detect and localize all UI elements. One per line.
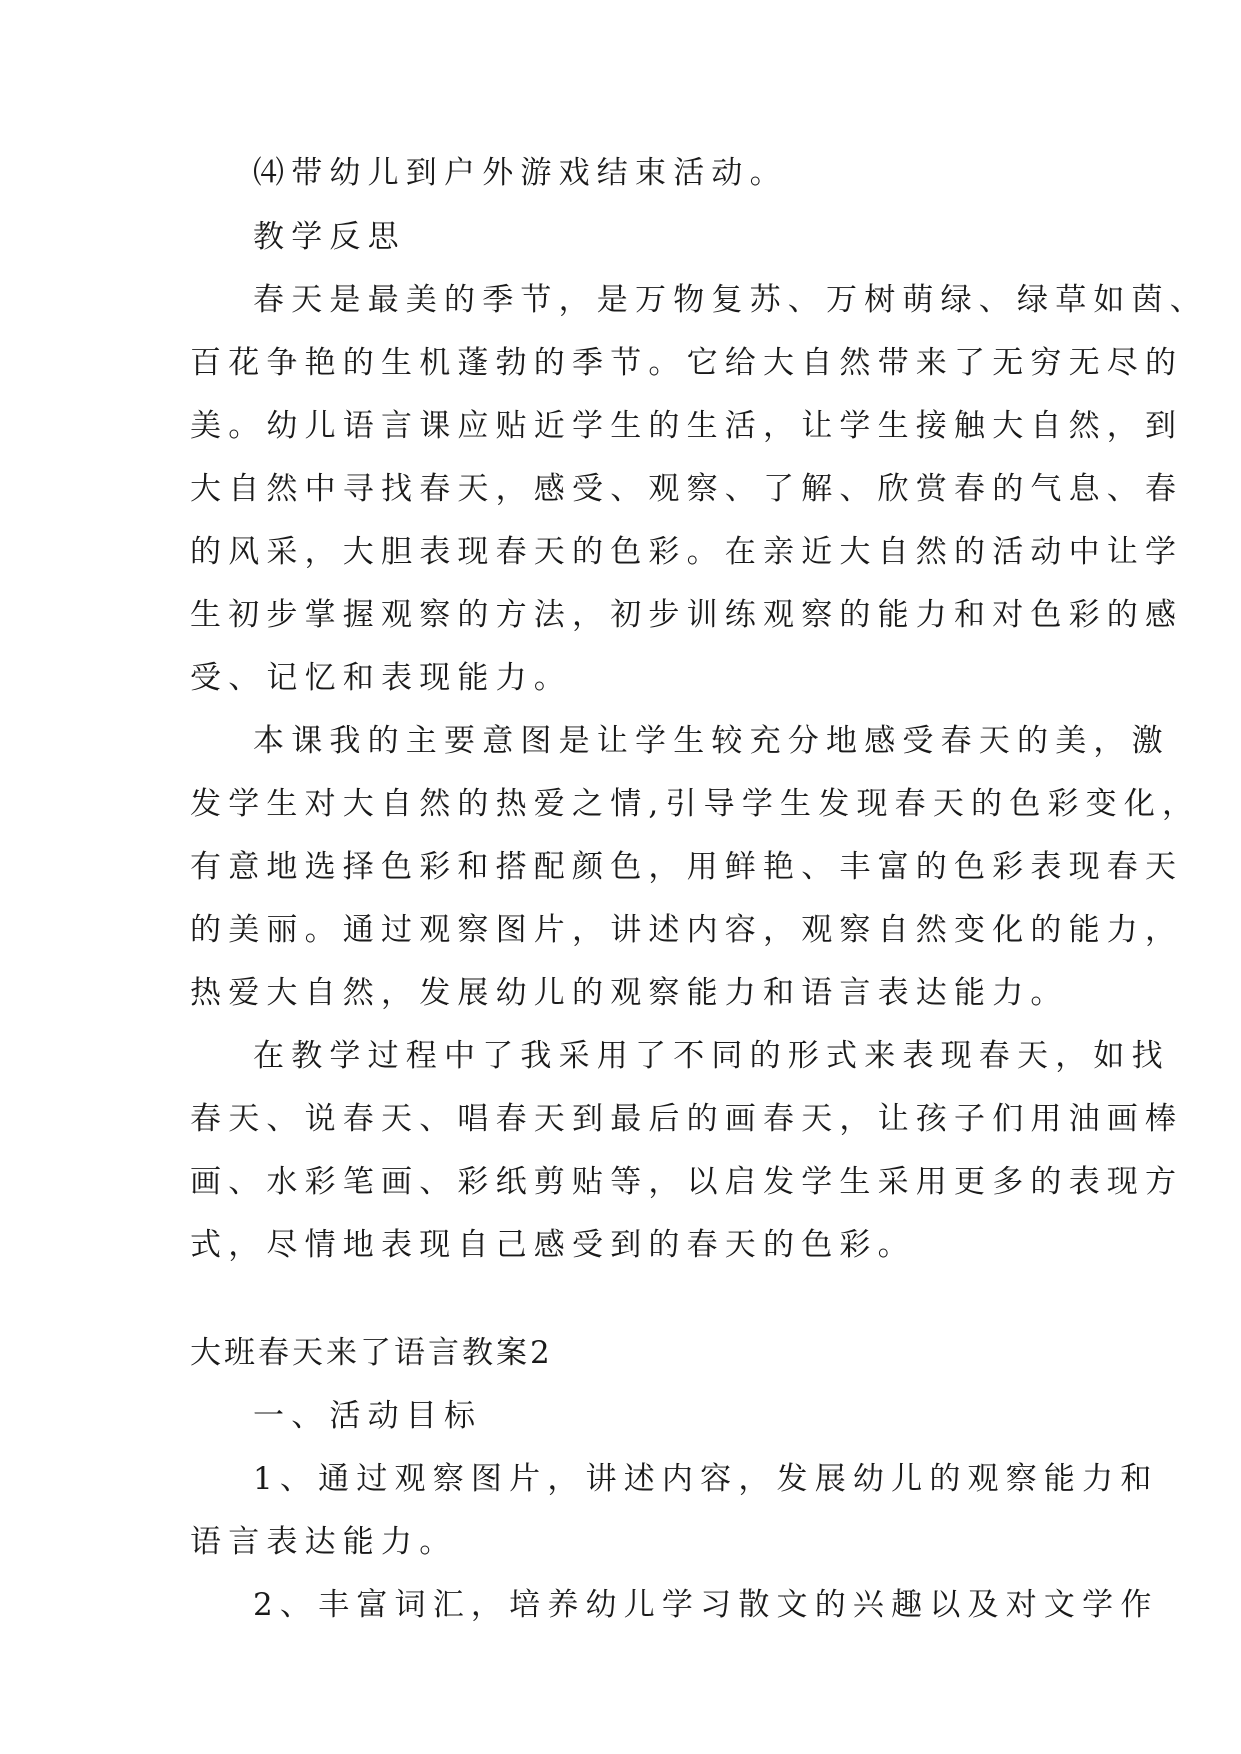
paragraph-line: 在教学过程中了我采用了不同的形式来表现春天，如找	[253, 1038, 1170, 1074]
paragraph-line: 生初步掌握观察的方法，初步训练观察的能力和对色彩的感	[190, 597, 1184, 633]
paragraph-line: 有意地选择色彩和搭配颜色，用鲜艳、丰富的色彩表现春天	[190, 849, 1184, 885]
paragraph-line: 春天、说春天、唱春天到最后的画春天，让孩子们用油画棒	[190, 1101, 1184, 1137]
paragraph-line: 语言表达能力。	[190, 1524, 458, 1560]
paragraph-line: 2、丰富词汇，培养幼儿学习散文的兴趣以及对文学作	[253, 1587, 1159, 1623]
paragraph-line: 式，尽情地表现自己感受到的春天的色彩。	[190, 1227, 916, 1263]
document-section-title: 大班春天来了语言教案2	[190, 1335, 553, 1371]
paragraph-line: 发学生对大自然的热爱之情,引导学生发现春天的色彩变化，	[190, 786, 1201, 822]
paragraph-line: 1、通过观察图片，讲述内容，发展幼儿的观察能力和	[253, 1461, 1159, 1497]
paragraph-line: ⑷带幼儿到户外游戏结束活动。	[253, 155, 788, 191]
section-heading: 一、活动目标	[253, 1398, 483, 1434]
paragraph-line: 受、记忆和表现能力。	[190, 660, 572, 696]
paragraph-line: 的风采，大胆表现春天的色彩。在亲近大自然的活动中让学	[190, 534, 1184, 570]
paragraph-line: 热爱大自然，发展幼儿的观察能力和语言表达能力。	[190, 975, 1069, 1011]
section-heading: 教学反思	[253, 219, 406, 255]
paragraph-line: 的美丽。通过观察图片，讲述内容，观察自然变化的能力，	[190, 912, 1184, 948]
paragraph-line: 百花争艳的生机蓬勃的季节。它给大自然带来了无穷无尽的	[190, 345, 1184, 381]
paragraph-line: 本课我的主要意图是让学生较充分地感受春天的美，激	[253, 723, 1170, 759]
paragraph-line: 美。幼儿语言课应贴近学生的生活，让学生接触大自然，到	[190, 408, 1184, 444]
paragraph-line: 画、水彩笔画、彩纸剪贴等，以启发学生采用更多的表现方	[190, 1164, 1184, 1200]
paragraph-line: 大自然中寻找春天，感受、观察、了解、欣赏春的气息、春	[190, 471, 1184, 507]
paragraph-line: 春天是最美的季节，是万物复苏、万树萌绿、绿草如茵、	[253, 282, 1208, 318]
